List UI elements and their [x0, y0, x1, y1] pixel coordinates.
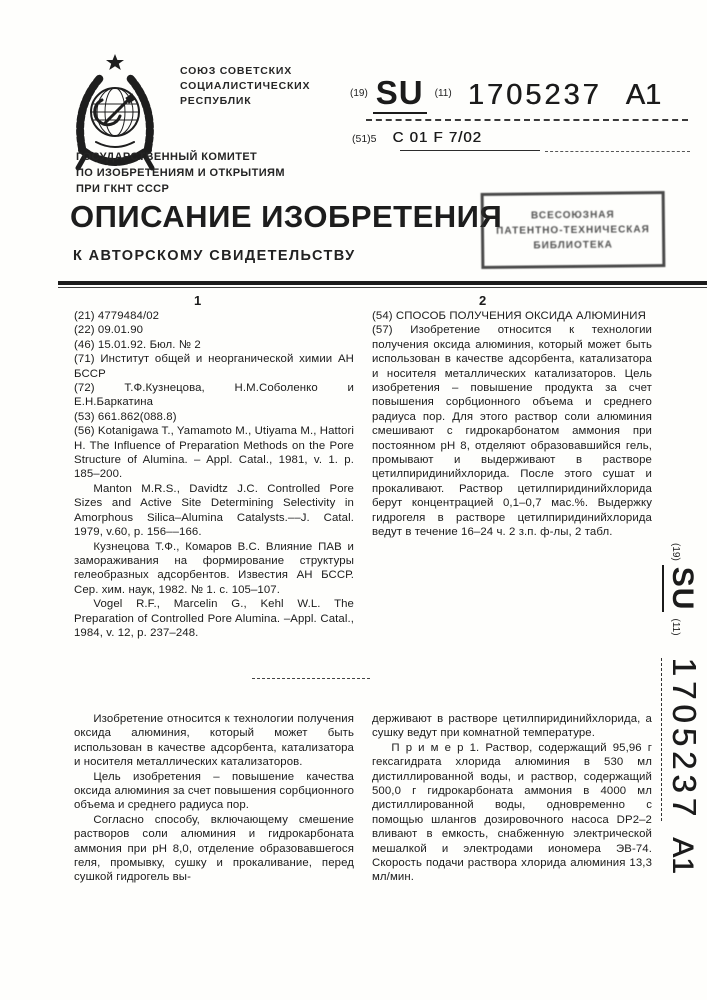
- description-paragraph: держивают в растворе цетилпиридинийхлорида, а сушку ведут при комнатной температуре.: [372, 713, 652, 740]
- stamp-line: БИБЛИОТЕКА: [533, 239, 613, 251]
- country-code: SU: [662, 565, 699, 613]
- example-paragraph: П р и м е р 1. Раствор, содержащий 95,96 г гексагидрата хлорида алюминия в 530 мл дистиллированной воды, и раствор, содержащий 500,0 г гидрокарбоната аммония в 4000 мл дистиллированной воды, одновременно с помощью шлангов дозировочного насоса DP2–2 вливают в емкость, снабженную электрической мешалкой и электродами иономера ЭВ-74. Скорость подачи раствора хлорида алюминия 13,3 мл/мин.: [372, 741, 652, 884]
- vertical-publication-number: [637, 543, 703, 873]
- union-name-line: СОЦИАЛИСТИЧЕСКИХ: [180, 80, 311, 92]
- committee-line: ГОСУДАРСТВЕННЫЙ КОМИТЕТ: [76, 151, 258, 163]
- abstract-57: (57) Изобретение относится к технологии получения оксида алюминия, который может быть использован в качестве адсорбента, катализатора и носителя металлических катализаторов. Цель изобретения – повышение продукта за счет повышения сорбционного объема и среднего радиуса пор. Для этого раствор соли алюминия смешивают с гидрокарбонатом аммония при постоянном pH 8, отделяют образовавшийся гель, промывают и выдерживают в растворе цетилпиридинийхлорида. После этого сушат и прокаливают. Раствор цетилпиридинийхлорида берут концентрацией 0,1–0,7 мас.%. Выдержку гидрогеля в растворе цетилпиридинийхлорида ведут в течение 16–24 ч. 2 з.п. ф-лы, 2 табл.: [372, 324, 652, 539]
- invention-title-54: (54) СПОСОБ ПОЛУЧЕНИЯ ОКСИДА АЛЮМИНИЯ: [372, 310, 646, 322]
- document-number: 1705237: [661, 658, 703, 821]
- biblio-item-53: (53) 661.862(088.8): [74, 410, 177, 423]
- biblio-item-21: (21) 4779484/02: [74, 310, 160, 322]
- header-divider-thick: [58, 281, 707, 285]
- document-number: 1705237: [467, 79, 602, 111]
- description-section: [74, 712, 652, 885]
- description-left-column: [74, 712, 354, 885]
- header-divider-thin: [58, 287, 707, 288]
- biblio-item-72: (72) Т.Ф.Кузнецова, Н.М.Соболенко и Е.Н.Баркатина: [74, 382, 354, 409]
- ipc-class: C 01 F 7/02: [392, 129, 482, 146]
- column-number-right: 2: [479, 293, 487, 308]
- code11-label: (11): [670, 618, 681, 636]
- dashed-underline: [366, 119, 688, 121]
- committee-name: [76, 149, 285, 197]
- publication-number-line: [350, 74, 661, 112]
- description-right-column: [372, 712, 652, 885]
- ipc-underline: [400, 150, 540, 151]
- ipc-underline-dashed: [545, 151, 690, 152]
- code19-label: (19): [350, 88, 368, 99]
- abstract-column: [372, 309, 652, 640]
- description-paragraph: Изобретение относится к технологии получения оксида алюминия, который может быть использован в качестве адсорбента, катализатора и носителя металлических катализаторов.: [74, 713, 354, 769]
- reference-item: Manton M.R.S., Davidtz J.C. Controlled Pore Sizes and Active Site Determining Selectivity in Amorphous Silica–Alumina Catalysts.––J. Catal. 1979, v.60, p. 156––166.: [74, 482, 354, 539]
- code11-label: (11): [434, 88, 452, 99]
- biblio-item-71: (71) Институт общей и неорганической химии АН БССР: [74, 353, 354, 380]
- column-number-left: 1: [194, 293, 202, 308]
- union-name: [180, 64, 310, 109]
- description-paragraph: Цель изобретения – повышение качества оксида алюминия за счет повышения сорбционного объема и среднего радиуса пор.: [74, 770, 354, 812]
- code19-label: (19): [670, 543, 681, 561]
- country-code: SU: [373, 74, 427, 114]
- library-stamp: [481, 191, 666, 269]
- kind-code: A1: [625, 79, 662, 111]
- union-name-line: СОЮЗ СОВЕТСКИХ: [180, 65, 293, 77]
- section-divider: [252, 678, 370, 679]
- description-paragraph: Согласно способу, включающему смешение растворов соли алюминия и гидрокарбоната аммония при pH 8,0, отделение образовавшегося геля, промывку, сушку и прокаливание, перед сушкой гидрогель вы-: [74, 813, 354, 884]
- biblio-item-56: (56) Kotanigawa T., Yamamoto M., Utiyama M., Hattori H. The Influence of Preparation Methods on the Pore Structure of Alumina. – Appl. Catal., 1981, v. 1. p. 185–200.: [74, 425, 354, 481]
- union-name-line: РЕСПУБЛИК: [180, 95, 252, 107]
- committee-line: ПО ИЗОБРЕТЕНИЯМ И ОТКРЫТИЯМ: [76, 167, 285, 179]
- stamp-line: ВСЕСОЮЗНАЯ: [530, 209, 615, 221]
- ipc-class-line: [352, 129, 482, 147]
- code51-label: (51)5: [352, 133, 377, 145]
- page-subtitle: К АВТОРСКОМУ СВИДЕТЕЛЬСТВУ: [73, 248, 356, 264]
- reference-item: Кузнецова Т.Ф., Комаров В.С. Влияние ПАВ и замораживания на формирование структуры гелеобразных адсорбентов. Известия АН БССР. Сер. хим. наук, 1982. № 1. с. 105–107.: [74, 540, 354, 596]
- biblio-item-46: (46) 15.01.92. Бюл. № 2: [74, 338, 201, 351]
- reference-item: Vogel R.F., Marcelin G., Kehl W.L. The Preparation of Controlled Pore Alumina. –Appl. Catal., 1984, v. 12, p. 237–248.: [74, 598, 354, 639]
- biblio-item-22: (22) 09.01.90: [74, 324, 144, 337]
- bibliography-and-abstract-section: [74, 309, 652, 640]
- stamp-line: ПАТЕНТНО-ТЕХНИЧЕСКАЯ: [496, 223, 650, 237]
- bibliography-column: [74, 309, 354, 640]
- committee-line: ПРИ ГКНТ СССР: [76, 183, 170, 195]
- kind-code: A1: [666, 837, 699, 874]
- page-title: ОПИСАНИЕ ИЗОБРЕТЕНИЯ: [70, 199, 503, 234]
